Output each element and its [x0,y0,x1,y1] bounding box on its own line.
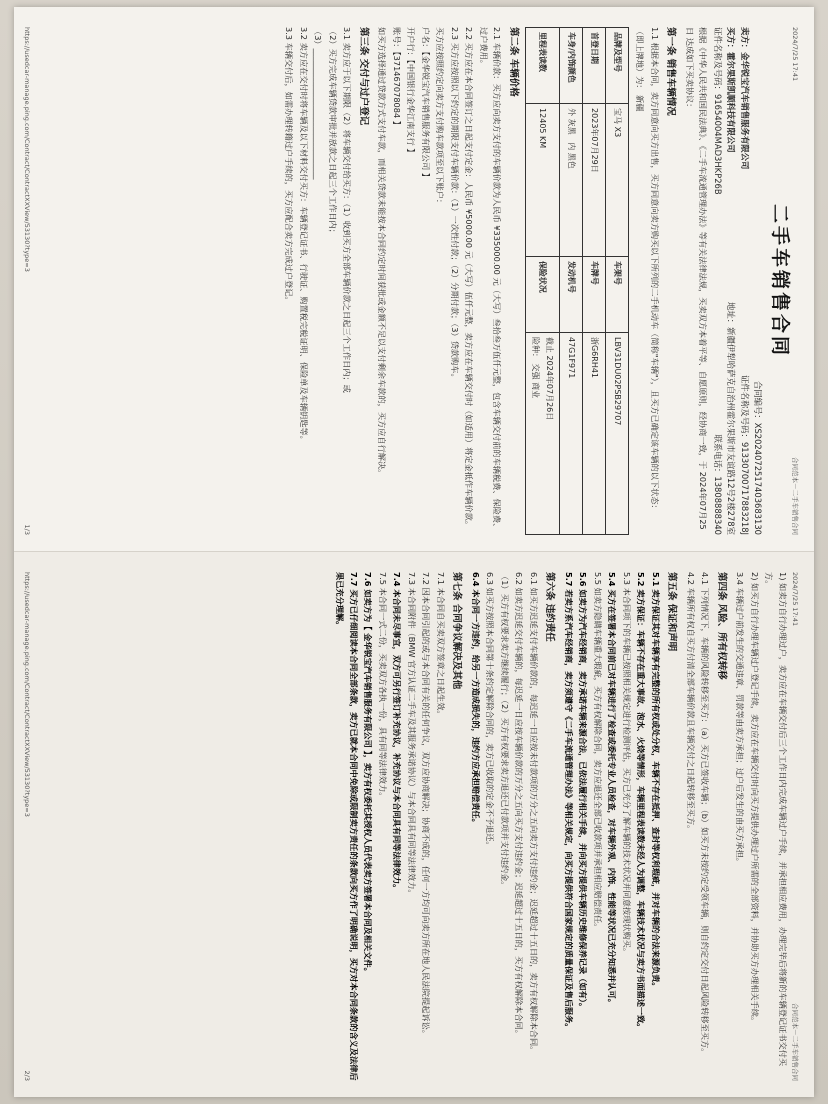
seller-label: 卖方： [740,27,750,53]
table-row [606,28,629,535]
article-4-heading: 第四条 风险、所有权转移 [716,572,727,680]
page-header [790,27,800,535]
clause-1-1-location: （即上牌地）为： 新疆 [635,27,646,112]
clause-7-3: 7.3 本合同附件（BMW 官方认证二手车及其服务承诺协议）与本合同具有同等法律效力。 [407,572,417,898]
clause-6-3: 6.3 如买方按照本合同第十条约定解除合同的，卖方已收取的定金不予退还。 [485,572,496,850]
contract-spread [14,7,814,1097]
buyer-address: 新疆伊犁哈萨克自治州霍尔果斯市友谊路12号2楼278室 [726,327,737,535]
clause-2-4: 买方应按照约定向卖方支付购车款项至以下账户： [435,27,446,208]
account-bank-row: 开户行：【中国银行金华江南支行 】 [406,27,417,157]
table-cell: 浙G6RH41 [583,332,606,534]
page-footer [20,572,34,1081]
table-cell: 首登日期 [583,28,606,104]
clause-4-2: 4.2 车辆所有权自买方付清全部车辆价款且车辆交付之日起转移至买方。 [686,572,696,834]
contract-number-label: 合同编号： [753,380,764,423]
contract-number: XS2024072517403683130 [753,422,764,535]
seller-name: 金华锐宝汽车销售服务有限公司 [740,52,750,170]
clause-3-1-b: （2）买方完成车辆贷款审批并放款之日起三个工作日内； [328,27,338,237]
header-caption: 合同范本－二手车销售合同 [791,457,799,535]
clause-5-5: 5.5 如卖方隐瞒车辆重大瑕疵，买方有权解除合同，卖方应退还全部已收款项并承担相应赔偿责任。 [593,572,603,932]
table-cell: 12405 KM [526,104,560,257]
article-6-heading: 第六条 违约责任 [544,572,556,642]
contract-title: 二手车销售合同 [769,203,791,358]
table-cell: 车架号 [606,256,629,332]
buyer-phone: 13808888340 [713,476,723,535]
footer-url: https://usedcar-manage.ping.com/Contract/ContractXXView/53130?type=3 [23,27,32,272]
clause-2-3: 2.3 买方应按照以下约定的期限支付车辆价款：（1）一次性付款；（2）分期付款；（3）贷款购车。 [450,27,460,382]
buyer-address-label: 地址： [726,302,737,328]
clause-4-1: 4.1 下列情况下，车辆的风险转移至买方：（a）买方已签收车辆；（b）如买方未按约定受领车辆，则自约定交付日起风险转移至买方。 [700,572,711,1057]
clause-6-4: 6.4 本合同一方违约，给另一方造成损失的，违约方应承担赔偿责任。 [471,572,481,827]
clause-2-5: 如买方选择通过贷款方式支付车款，而相关贷款未能按本合同约定时间获批或金额不足以支付剩余车款的，买方应自行解决。 [377,27,388,478]
buyer-id-label: 证件名称及号码： [713,27,723,94]
clause-3-3-2: 2) 如买方自行办理车辆过户登记手续，卖方应在车辆交付时向买方提供办理过户所需的全部资料，并协助买方办理相关手续。 [750,572,760,1026]
print-timestamp: 2024/7/25 17:41 [791,572,799,627]
contract-number-row [751,27,765,535]
table-cell: 47G1F971 [560,332,583,534]
clause-5-6: 5.6 如卖方为汽车经销商，卖方承诺车辆来源合法，已依法履行相关手续，并向买方提供车辆历史维修保养记录（如有）。 [578,572,589,1012]
clause-2-2: 2.2 买方应在本合同签订之日起支付定金：人民币 ¥5000.00 元（大写）伍仟元整，卖方应在车辆交付时（如适用）将定金抵作车辆价款。 [464,27,475,530]
seller-id-label: 证件名称及号码： [740,374,750,442]
page-footer [20,27,34,535]
header-caption: 合同范本－二手车销售合同 [791,1003,799,1081]
seller-row [738,27,752,535]
clause-3-1-c: （3）________________________________ [313,27,324,180]
page-number: 1/3 [23,524,32,535]
clause-3-1: 3.1 卖方应于以下期限（2）将车辆交付给买方：（1）收到买方全部车辆价款之日起三个工作日内；或 [342,27,353,393]
contract-page-2 [14,552,814,1097]
clause-6-2: 6.2 如卖方迟延交付车辆的，每迟延一日应按车辆价款的万分之五向买方支付违约金；迟延超过十五日的，买方有权解除本合同。 [514,572,525,1038]
vehicle-info-table [525,27,629,535]
table-cell: 车牌号 [583,256,606,332]
table-cell: 发动机号 [560,256,583,332]
clause-7-6: 7.6 如卖方为【 金华锐宝汽车销售服务有限公司 】，卖方有权委托其授权人员代表卖方签署本合同及相关文件。 [363,572,374,976]
clause-7-1: 7.1 本合同自买卖双方签章之日起生效。 [436,572,446,719]
footer-url: https://usedcar-manage.ping.com/Contract/ContractXXView/53130?type=3 [23,572,32,817]
table-row [560,28,583,535]
buyer-row [724,27,738,535]
buyer-label: 买方： [726,27,737,53]
article-1-heading: 第一条 销售车辆情况 [665,27,677,116]
table-cell: 保险状况 [526,256,560,332]
clause-5-7: 5.7 若卖方系汽车经销商，卖方须遵守《二手车流通管理办法》等相关规定，向买方提供符合国家规定的质量保证及售后服务。 [564,572,574,1032]
table-cell: 品牌及型号 [606,28,629,104]
print-timestamp: 2024/7/25 17:41 [791,27,799,82]
article-2-heading: 第二条 车辆价格 [508,27,519,97]
buyer-id: 91654004MAD3HKP26B [713,94,723,195]
seller-id: 91330700717883218J [740,441,750,535]
buyer-id-row [711,27,725,535]
clause-7-7: 7.7 买方已仔细阅读本合同全部条款，卖方已就本合同中免除或限制卖方责任的条款向买方作了明确说明，买方对本合同条款的含义及法律后果已充分理解。 [335,572,359,1081]
clause-3-3-1: 1) 如卖方自行办理过户，卖方应在车辆交付后三个工作日内完成车辆过户手续，并承担相应费用，办理完毕后将新的车辆登记证书交付买方。 [764,572,788,1067]
clause-5-2: 5.2 卖方保证：车辆不存在重大事故、泡水、火烧等情形，车辆里程表读数未经人为调整，车辆技术状况与卖方书面描述一致。 [636,572,647,1032]
contract-page-1 [14,7,814,552]
clause-5-1: 5.1 卖方保证其对车辆享有完整的所有权或处分权，车辆不存在抵押、查封等权利瑕疵，并对车辆的合法来源负责。 [651,572,661,991]
table-cell: 宝马 X3 [606,104,629,257]
account-name-row: 户名：【金华锐宝汽车销售服务有限公司 】 [421,27,431,182]
clause-3-4: 3.4 车辆过户前发生的交通违章、罚款等由卖方承担；过户后发生的由买方承担。 [735,572,746,866]
clause-5-4: 5.4 买方在签署本合同前已对车辆进行了检查或委托专业人员检查，对车辆外观、内饰、性能等状况已充分知悉并认可。 [607,572,618,1007]
account-number-row: 账号：【371467078084 】 [392,27,402,129]
clause-6-2-a: （1）买方有权要求卖方继续履行；（2）买方有权要求卖方退还已付款项并支付违约金。 [500,572,510,890]
buyer-name: 霍尔果斯凯顺科技有限公司 [726,52,737,153]
clause-3-2: 3.2 卖方应在交付时将车辆及以下材料交付买方：车辆登记证书、行驶证、购置税完税证明、保险单及车辆钥匙等。 [299,27,309,444]
clause-5-3: 5.3 本合同项下的车辆已按照相关规定进行检测评估，买方已充分了解车辆的技术状况并同意按现状购买。 [622,572,632,957]
page-header [790,572,800,1081]
clause-1-1: 1.1 根据本合同，卖方同意向买方出售，买方同意向卖方购买以下所列的二手机动车（简称"车辆"），且买方已确定该车辆的以下状态： [650,27,660,513]
buyer-phone-label: 联系电话： [713,434,723,477]
table-cell: 截止 2024年07月26日 险种： 交强 商业 [526,332,560,534]
table-row [583,28,606,535]
table-cell: 外 灰黑 内 黑色 [560,104,583,257]
page-number: 2/3 [23,1070,32,1081]
clause-2-1: 2.1 车辆价款：买方应向卖方支付的车辆价款为人民币 ¥335000.00 元（大写）叁拾叁万伍仟元整，包含车辆交付前的车辆税费、保险费、过户费用。 [479,27,503,532]
article-5-heading: 第五条 保证和声明 [666,572,678,652]
clause-7-4: 7.4 本合同未尽事宜，双方可另行签订补充协议，补充协议与本合同具有同等法律效力。 [392,572,403,893]
table-row [526,28,560,535]
table-cell: 里程表读数 [526,28,560,104]
table-cell: 车身/内饰颜色 [560,28,583,104]
intro-paragraph: 根据《中华人民共和国民法典》、《二手车流通管理办法》等有关法律法规，买卖双方本着平等、自愿原则，经协商一致，于 2024年07月25日 达成如下买卖协议： [685,27,709,530]
table-cell: LBV31DU02PSB29707 [606,332,629,534]
table-cell: 2023年07月29日 [583,104,606,257]
clause-6-1: 6.1 如买方迟延支付车辆价款的，每迟延一日应按未付款项的万分之五向卖方支付违约金；迟延超过十五日的，卖方有权解除本合同。 [529,572,539,1055]
article-3-heading: 第三条 交付与过户登记 [358,27,369,126]
clause-7-5: 7.5 本合同一式二份，买卖双方各执一份，具有同等法律效力。 [378,572,388,801]
clause-7-2: 7.2 因本合同引起的或与本合同有关的任何争议，双方应协商解决；协商不成的，任何一方均可向卖方所在地人民法院提起诉讼。 [421,572,432,1038]
article-7-heading: 第七条 合同争议解决及其他 [451,572,463,690]
clause-3-3: 3.3 车辆交付后，如需办理转籍过户手续的，买方应配合卖方完成过户登记。 [284,27,295,305]
